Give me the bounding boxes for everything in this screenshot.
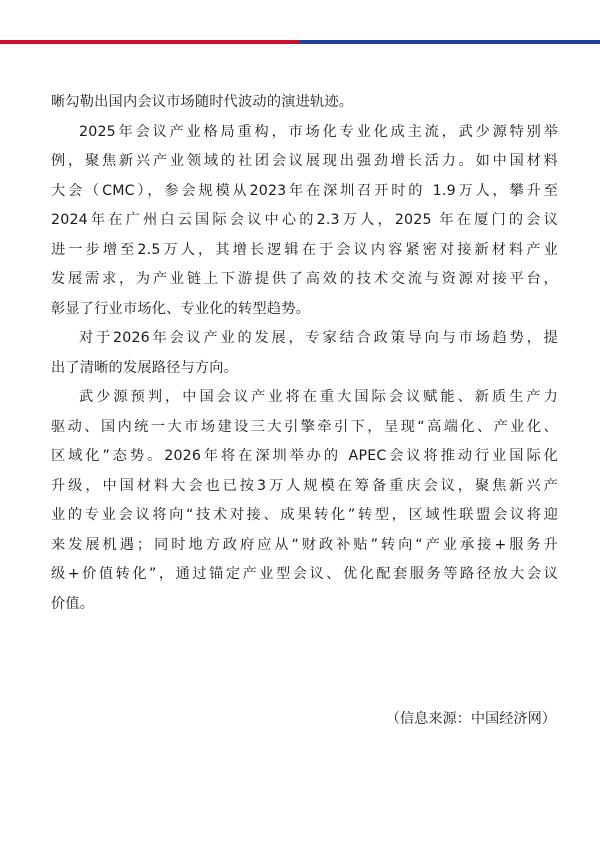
text-line: 升级，中国材料大会也已按3万人规模在筹备重庆会议，聚焦新兴产 [51, 477, 558, 494]
text-line: 发展需求，为产业链上下游提供了高效的技术交流与资源对接平台， [51, 271, 558, 287]
header-stripe [0, 40, 600, 44]
article-body [51, 88, 558, 619]
source-credit: （信息来源：中国经济网） [385, 711, 556, 727]
paragraph [51, 324, 558, 383]
text-line: 对于2026年会议产业的发展，专家结合政策导向与市场趋势，提 [79, 330, 558, 346]
text-line: 出了清晰的发展路径与方向。 [51, 359, 239, 376]
text-line: 2025年会议产业格局重构，市场化专业化成主流，武少源特别举 [79, 123, 558, 140]
text-line: 彰显了行业市场化、专业化的转型趋势。 [51, 300, 310, 317]
header-stripe-blue [300, 40, 600, 44]
paragraph [51, 118, 558, 325]
text-line: 武少源预判，中国会议产业将在重大国际会议赋能、新质生产力 [79, 389, 558, 405]
text-line: 来发展机遇；同时地方政府应从“财政补贴”转向“产业承接+服务升 [51, 536, 558, 553]
text-line: 驱动、国内统一大市场建设三大引擎牵引下，呈现“高端化、产业化、 [51, 418, 558, 435]
text-line: 进一步增至2.5万人，其增长逻辑在于会议内容紧密对接新材料产业 [51, 241, 558, 258]
text-line: 价值。 [51, 595, 95, 612]
text-line: 大会（CMC），参会规模从2023年在深圳召开时的 1.9万人，攀升至 [51, 182, 558, 199]
text-line: 2024年在广州白云国际会议中心的2.3万人，2025 年在厦门的会议 [51, 212, 558, 228]
paragraph [51, 88, 558, 118]
text-line: 级+价值转化”，通过锚定产业型会议、优化配套服务等路径放大会议 [51, 566, 558, 582]
text-line: 例，聚焦新兴产业领域的社团会议展现出强劲增长活力。如中国材料 [51, 153, 558, 169]
text-line: 业的专业会议将向“技术对接、成果转化”转型，区域性联盟会议将迎 [51, 507, 558, 523]
text-line: 区域化”态势。2026年将在深圳举办的 APEC会议将推动行业国际化 [51, 448, 558, 464]
header-stripe-red [0, 40, 300, 44]
paragraph [51, 383, 558, 619]
text-line: 晰勾勒出国内会议市场随时代波动的演进轨迹。 [51, 94, 354, 110]
